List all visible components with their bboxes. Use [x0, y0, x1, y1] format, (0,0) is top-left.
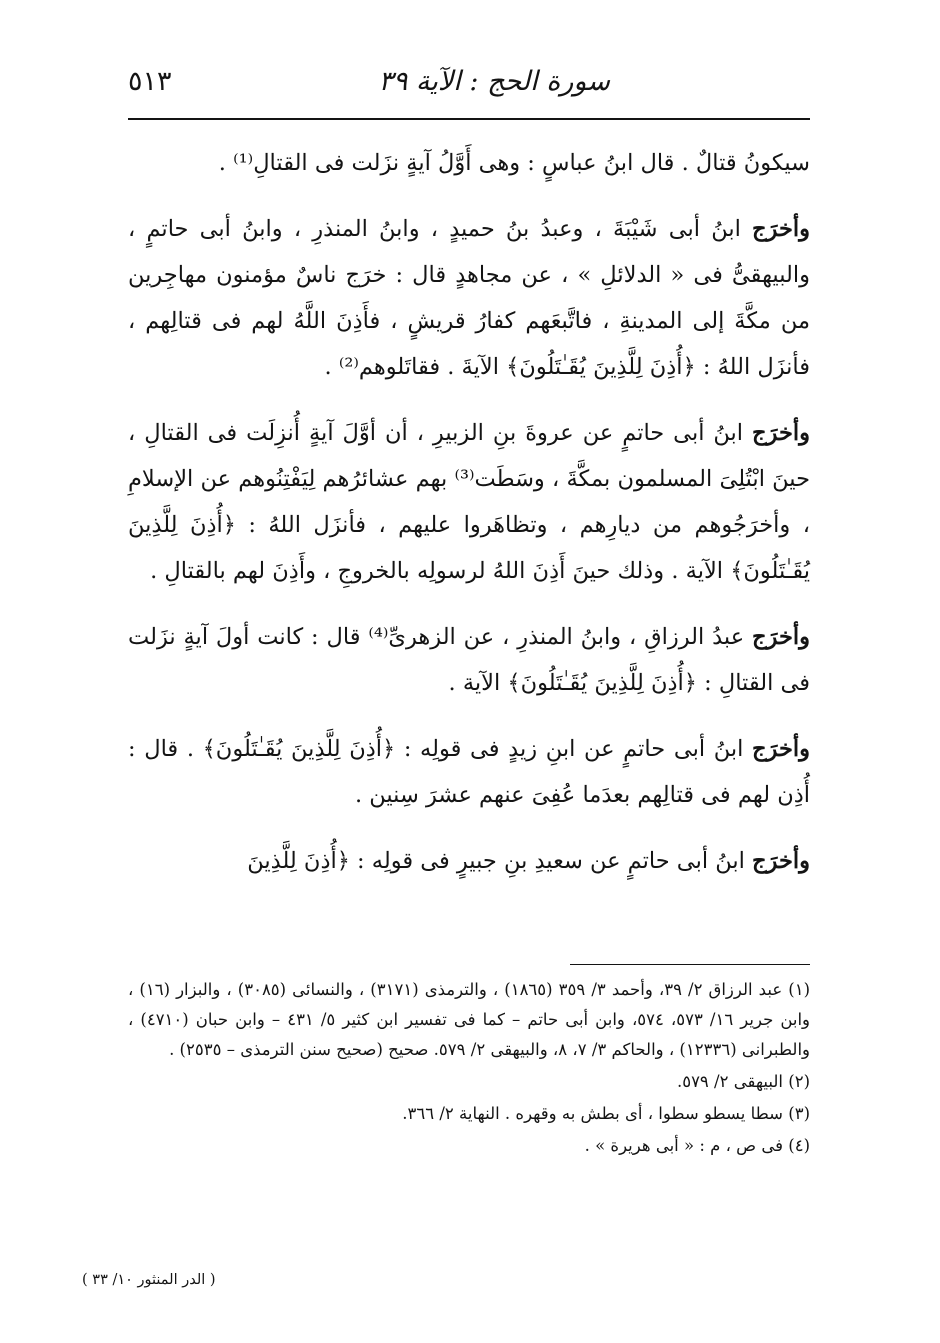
page-header — [128, 60, 810, 120]
paragraph-lead: وأخرَج — [752, 736, 810, 762]
running-title: سورة الحج : الآية ٣٩ — [378, 66, 610, 97]
paragraph — [128, 838, 810, 884]
paragraph-text: ابنُ أبى حاتمٍ عن ابنِ زيدٍ فى قولِه : ﴿أُذِنَ لِلَّذِينَ يُقَـٰتَلُونَ﴾ . قال : أُذِن لهم فى قتالِهم بعدَما عُفِىَ عنهم عشرَ سِنين . — [128, 736, 810, 808]
footnote-separator — [570, 964, 810, 965]
paragraph — [128, 410, 810, 594]
paragraph — [128, 614, 810, 706]
footnote: (٢) البيهقى ٢/ ٥٧٩. — [676, 1072, 810, 1091]
paragraph-lead: وأخرَج — [752, 216, 810, 242]
volume-signature: ( الدر المنثور ١٠/ ٣٣ ) — [82, 1272, 216, 1288]
paragraph — [128, 206, 810, 390]
footnote: (١) عبد الرزاق ٢/ ٣٩، وأحمد ٣/ ٣٥٩ (١٨٦٥) ، والترمذى (٣١٧١) ، والنسائى (٣٠٨٥) ، والبزار (١٦) ، وابن جرير ١٦/ ٥٧٣، ٥٧٤، وابن أبى حاتم – كما فى تفسير ابن كثير ٥/ ٤٣١ – وابن حبان (٤٧١٠) ، والطبرانى (١٢٣٣٦) ، والحاكم ٣/ ٧، ٨، والبيهقى ٢/ ٥٧٩. صحيح (صحيح سنن الترمذى – ٢٥٣٥) . — [128, 980, 811, 1059]
paragraph-text: ابنُ أبى حاتمٍ عن عروةَ بنِ الزبيرِ ، أن أوَّلَ آيةٍ أُنزِلَت فى القتالِ ، حينَ ابْتُلِىَ المسلمون بمكَّةَ ، وسَطَت⁽³⁾ بهم عشائرُهم لِيَفْتِنُوهم عن الإسلامِ ، وأخرَجُوهم من ديارِهم ، وتظاهَروا عليهم ، فأنزَل اللهُ : ﴿أُذِنَ لِلَّذِينَ يُقَـٰتَلُونَ﴾ الآية . وذلك حينَ أَذِنَ اللهُ لرسولِه بالخروجِ ، وأَذِنَ لهم بالقتالِ . — [128, 420, 810, 584]
main-text — [128, 140, 810, 904]
paragraph-text: ابنُ أبى شَيْبَةَ ، وعبدُ بنُ حميدٍ ، وابنُ المنذرِ ، وابنُ أبى حاتمٍ ، والبيهقىُّ فى « الدلائلِ » ، عن مجاهدٍ قال : خرَج ناسٌ مؤمنون مهاجِرين من مكَّةَ إلى المدينةِ ، فاتَّبعَهم كفارُ قريشٍ ، فأَذِنَ اللَّهُ لهم فى قتالِهم ، فأنزَل اللهُ : ﴿أُذِنَ لِلَّذِينَ يُقَـٰتَلُونَ﴾ الآيةَ . فقاتَلوهم⁽²⁾ . — [128, 216, 810, 380]
paragraph-lead: وأخرَج — [752, 420, 810, 446]
paragraph-text: ابنُ أبى حاتمٍ عن سعيدِ بنِ جبيرٍ فى قولِه : ﴿أُذِنَ لِلَّذِينَ — [247, 848, 753, 874]
footnotes — [128, 975, 810, 1163]
page-number: ٥١٣ — [128, 66, 172, 97]
paragraph-lead: وأخرَج — [752, 624, 810, 650]
paragraph-text: عبدُ الرزاقِ ، وابنُ المنذرِ ، عن الزهرىِّ⁽⁴⁾ قال : كانت أولَ آيةٍ نزَلت فى القتالِ : ﴿أُذِنَ لِلَّذِينَ يُقَـٰتَلُونَ﴾ الآية . — [128, 624, 810, 696]
footnote: (٣) سطا يسطو سطوا ، أى بطش به وقهره . النهاية ٢/ ٣٦٦. — [402, 1104, 810, 1123]
footnote: (٤) فى ص ، م : « أبى هريرة » . — [584, 1136, 810, 1155]
paragraph — [128, 140, 810, 186]
paragraph-lead: وأخرَج — [752, 848, 810, 874]
paragraph — [128, 726, 810, 818]
paragraph-text: سيكونُ قتالٌ . قال ابنُ عباسٍ : وهى أَوَّلُ آيةٍ نزَلت فى القتالِ⁽¹⁾ . — [218, 150, 810, 176]
